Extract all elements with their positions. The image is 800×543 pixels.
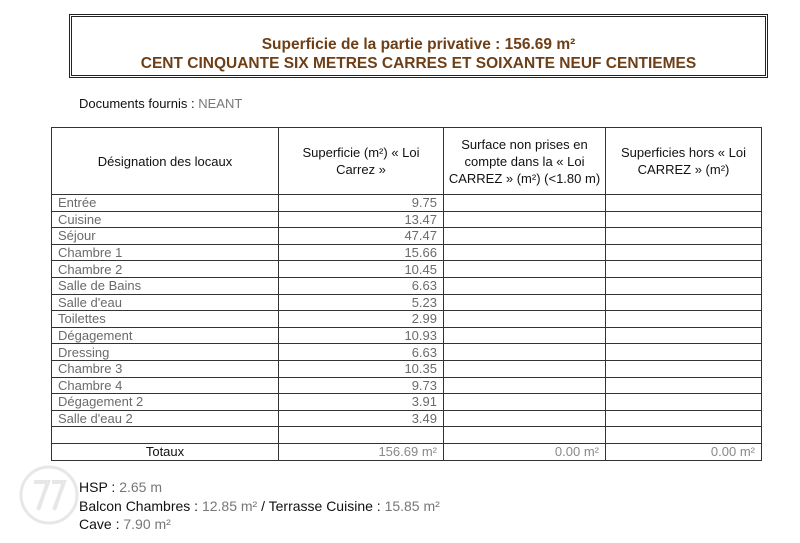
- watermark-logo-icon: [14, 460, 84, 530]
- room-non-pris-value: [444, 244, 606, 261]
- room-non-pris-value: [444, 377, 606, 394]
- room-name: Salle de Bains: [52, 277, 279, 294]
- room-hors-value: [606, 195, 762, 212]
- room-non-pris-value: [444, 327, 606, 344]
- surface-total-heading: Superficie de la partie privative : 156.69 m²: [261, 36, 576, 53]
- table-row: [52, 261, 762, 278]
- room-carrez-value: 10.93: [279, 327, 444, 344]
- room-name: Cuisine: [52, 211, 279, 228]
- room-hors-value: [606, 277, 762, 294]
- table-row: [52, 360, 762, 377]
- room-name: Salle d'eau: [52, 294, 279, 311]
- room-hors-value: [606, 261, 762, 278]
- table-row: [52, 410, 762, 427]
- room-non-pris-value: [444, 344, 606, 361]
- room-non-pris-value: [444, 410, 606, 427]
- totals-hors: 0.00 m²: [606, 443, 762, 460]
- room-name: Dégagement: [52, 327, 279, 344]
- surface-total-words: CENT CINQUANTE SIX METRES CARRES ET SOIXANTE NEUF CENTIEMES: [140, 55, 697, 72]
- room-carrez-value: 10.35: [279, 360, 444, 377]
- col-header-carrez: Superficie (m²) « Loi Carrez »: [279, 128, 444, 195]
- room-carrez-value: 3.49: [279, 410, 444, 427]
- hsp-value: 2.65 m: [119, 479, 163, 495]
- table-row: [52, 344, 762, 361]
- room-hors-value: [606, 228, 762, 245]
- documents-value: NEANT: [198, 96, 243, 111]
- room-carrez-value: 15.66: [279, 244, 444, 261]
- room-carrez-value: 3.91: [279, 394, 444, 411]
- room-hors-value: [606, 344, 762, 361]
- room-carrez-value: 6.63: [279, 277, 444, 294]
- room-carrez-value: 10.45: [279, 261, 444, 278]
- room-hors-value: [606, 211, 762, 228]
- room-non-pris-value: [444, 294, 606, 311]
- room-name: Séjour: [52, 228, 279, 245]
- room-carrez-value: 47.47: [279, 228, 444, 245]
- room-hors-value: [606, 327, 762, 344]
- totals-label: Totaux: [52, 443, 279, 460]
- room-hors-value: [606, 394, 762, 411]
- room-non-pris-value: [444, 360, 606, 377]
- documents-provided: [79, 96, 242, 111]
- totals-carrez: 156.69 m²: [279, 443, 444, 460]
- room-name: Dressing: [52, 344, 279, 361]
- room-hors-value: [606, 377, 762, 394]
- surface-table: [51, 127, 762, 461]
- room-carrez-value: 6.63: [279, 344, 444, 361]
- totals-non-pris: 0.00 m²: [444, 443, 606, 460]
- documents-label: Documents fournis :: [79, 96, 195, 111]
- table-row: [52, 311, 762, 328]
- extra-surfaces: [79, 478, 440, 534]
- room-non-pris-value: [444, 228, 606, 245]
- room-carrez-value: 13.47: [279, 211, 444, 228]
- table-row: [52, 427, 762, 444]
- terrasse-label: Terrasse Cuisine :: [268, 497, 381, 514]
- totals-row: [52, 443, 762, 460]
- room-carrez-value: 9.75: [279, 195, 444, 212]
- room-hors-value: [606, 311, 762, 328]
- room-non-pris-value: [444, 277, 606, 294]
- room-name: Chambre 1: [52, 244, 279, 261]
- room-non-pris-value: [444, 394, 606, 411]
- room-name: Salle d'eau 2: [52, 410, 279, 427]
- room-carrez-value: 2.99: [279, 311, 444, 328]
- room-name: [52, 427, 279, 444]
- room-name: Chambre 4: [52, 377, 279, 394]
- room-carrez-value: 9.73: [279, 377, 444, 394]
- cave-value: 7.90 m²: [123, 516, 171, 532]
- title-box: [69, 14, 768, 78]
- room-name: Chambre 3: [52, 360, 279, 377]
- hsp-label: HSP :: [79, 479, 116, 495]
- table-row: [52, 327, 762, 344]
- table-row: [52, 244, 762, 261]
- col-header-designation: Désignation des locaux: [52, 128, 279, 195]
- room-name: Dégagement 2: [52, 394, 279, 411]
- separator: /: [261, 497, 265, 514]
- table-row: [52, 277, 762, 294]
- room-non-pris-value: [444, 261, 606, 278]
- balcon-value: 12.85 m²: [201, 497, 258, 514]
- table-row: [52, 394, 762, 411]
- balcon-terrasse-line: [79, 497, 440, 516]
- table-row: [52, 228, 762, 245]
- balcon-label: Balcon Chambres :: [79, 497, 199, 514]
- room-hors-value: [606, 360, 762, 377]
- table-row: [52, 211, 762, 228]
- room-name: Entrée: [52, 195, 279, 212]
- room-name: Chambre 2: [52, 261, 279, 278]
- room-non-pris-value: [444, 427, 606, 444]
- col-header-non-pris: Surface non prises en compte dans la « Loi CARREZ » (m²) (<1.80 m): [444, 128, 606, 195]
- room-non-pris-value: [444, 211, 606, 228]
- table-header-row: [52, 128, 762, 195]
- col-header-hors: Superficies hors « Loi CARREZ » (m²): [606, 128, 762, 195]
- room-hors-value: [606, 427, 762, 444]
- room-hors-value: [606, 244, 762, 261]
- room-hors-value: [606, 410, 762, 427]
- table-row: [52, 294, 762, 311]
- room-hors-value: [606, 294, 762, 311]
- room-name: Toilettes: [52, 311, 279, 328]
- terrasse-value: 15.85 m²: [384, 497, 440, 514]
- table-row: [52, 195, 762, 212]
- room-non-pris-value: [444, 311, 606, 328]
- room-carrez-value: 5.23: [279, 294, 444, 311]
- cave-line: [79, 515, 440, 534]
- hsp-line: [79, 478, 440, 497]
- cave-label: Cave :: [79, 516, 120, 532]
- table-row: [52, 377, 762, 394]
- room-carrez-value: [279, 427, 444, 444]
- room-non-pris-value: [444, 195, 606, 212]
